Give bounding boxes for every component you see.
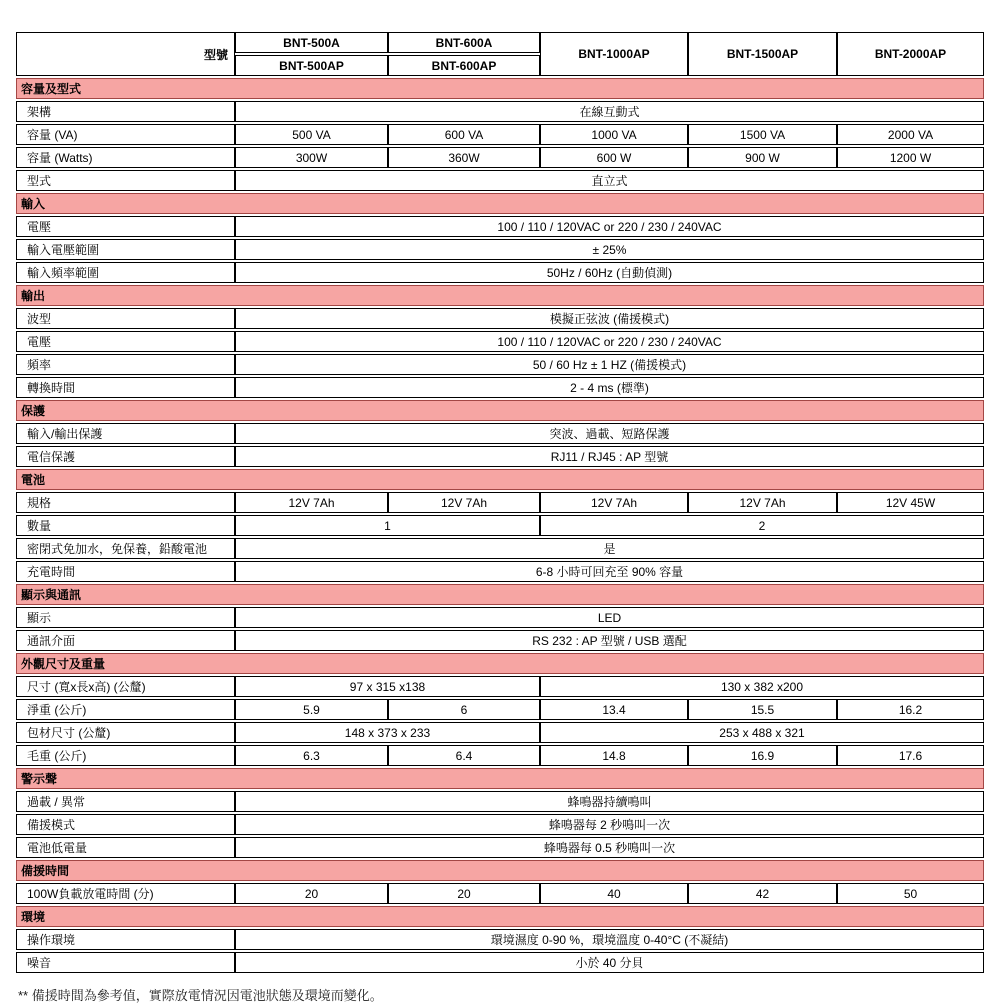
value-cell: 12V 7Ah bbox=[235, 492, 388, 513]
model-header-row bbox=[16, 32, 984, 53]
row-label: 轉換時間 bbox=[16, 377, 235, 398]
value-cell: 蜂鳴器持續鳴叫 bbox=[235, 791, 984, 812]
value-cell: 1000 VA bbox=[540, 124, 688, 145]
value-cell: 900 W bbox=[688, 147, 837, 168]
value-cell: 97 x 315 x138 bbox=[235, 676, 540, 697]
table-row bbox=[16, 124, 984, 145]
spec-table-body bbox=[16, 32, 984, 973]
section-title: 外觀尺寸及重量 bbox=[16, 653, 984, 674]
table-row bbox=[16, 170, 984, 191]
row-label: 電壓 bbox=[16, 216, 235, 237]
value-cell: 50 bbox=[837, 883, 984, 904]
model-header-label: 型號 bbox=[16, 32, 235, 76]
value-cell: 100 / 110 / 120VAC or 220 / 230 / 240VAC bbox=[235, 331, 984, 352]
model-bnt-600a: BNT-600A bbox=[388, 32, 540, 53]
row-label: 顯示 bbox=[16, 607, 235, 628]
row-label: 波型 bbox=[16, 308, 235, 329]
value-cell: 14.8 bbox=[540, 745, 688, 766]
row-label: 通訊介面 bbox=[16, 630, 235, 651]
table-row bbox=[16, 308, 984, 329]
section-row-2 bbox=[16, 285, 984, 306]
value-cell: 16.9 bbox=[688, 745, 837, 766]
section-row-1 bbox=[16, 193, 984, 214]
row-label: 過載 / 異常 bbox=[16, 791, 235, 812]
row-label: 操作環境 bbox=[16, 929, 235, 950]
table-row bbox=[16, 262, 984, 283]
value-cell: 12V 45W bbox=[837, 492, 984, 513]
table-row bbox=[16, 676, 984, 697]
table-row bbox=[16, 446, 984, 467]
table-row bbox=[16, 814, 984, 835]
row-label: 電壓 bbox=[16, 331, 235, 352]
row-label: 輸入頻率範圍 bbox=[16, 262, 235, 283]
table-row bbox=[16, 377, 984, 398]
section-title: 輸出 bbox=[16, 285, 984, 306]
value-cell: 6 bbox=[388, 699, 540, 720]
section-title: 容量及型式 bbox=[16, 78, 984, 99]
table-row bbox=[16, 607, 984, 628]
spec-table bbox=[16, 30, 984, 975]
table-row bbox=[16, 354, 984, 375]
table-row bbox=[16, 745, 984, 766]
value-cell: RS 232 : AP 型號 / USB 選配 bbox=[235, 630, 984, 651]
row-label: 規格 bbox=[16, 492, 235, 513]
table-row bbox=[16, 837, 984, 858]
row-label: 電池低電量 bbox=[16, 837, 235, 858]
table-row bbox=[16, 952, 984, 973]
value-cell: 253 x 488 x 321 bbox=[540, 722, 984, 743]
value-cell: 130 x 382 x200 bbox=[540, 676, 984, 697]
table-row bbox=[16, 331, 984, 352]
value-cell: 17.6 bbox=[837, 745, 984, 766]
value-cell: 1 bbox=[235, 515, 540, 536]
table-row bbox=[16, 216, 984, 237]
table-row bbox=[16, 515, 984, 536]
value-cell: 直立式 bbox=[235, 170, 984, 191]
model-bnt-1000ap: BNT-1000AP bbox=[540, 32, 688, 76]
table-row bbox=[16, 699, 984, 720]
table-row bbox=[16, 883, 984, 904]
row-label: 密閉式免加水，免保養，鉛酸電池 bbox=[16, 538, 235, 559]
value-cell: 500 VA bbox=[235, 124, 388, 145]
row-label: 包材尺寸 (公釐) bbox=[16, 722, 235, 743]
value-cell: 600 VA bbox=[388, 124, 540, 145]
section-title: 顯示與通訊 bbox=[16, 584, 984, 605]
value-cell: 50Hz / 60Hz (自動偵測) bbox=[235, 262, 984, 283]
section-title: 環境 bbox=[16, 906, 984, 927]
section-row-6 bbox=[16, 653, 984, 674]
model-bnt-500ap: BNT-500AP bbox=[235, 55, 388, 76]
value-cell: 突波、過載、短路保護 bbox=[235, 423, 984, 444]
value-cell: 6-8 小時可回充至 90% 容量 bbox=[235, 561, 984, 582]
section-row-8 bbox=[16, 860, 984, 881]
value-cell: 5.9 bbox=[235, 699, 388, 720]
value-cell: ± 25% bbox=[235, 239, 984, 260]
value-cell: 2000 VA bbox=[837, 124, 984, 145]
section-row-3 bbox=[16, 400, 984, 421]
row-label: 輸入電壓範圍 bbox=[16, 239, 235, 260]
value-cell: 1200 W bbox=[837, 147, 984, 168]
section-title: 警示聲 bbox=[16, 768, 984, 789]
row-label: 電信保護 bbox=[16, 446, 235, 467]
value-cell: 300W bbox=[235, 147, 388, 168]
table-row bbox=[16, 561, 984, 582]
value-cell: 蜂鳴器每 0.5 秒鳴叫一次 bbox=[235, 837, 984, 858]
section-title: 保護 bbox=[16, 400, 984, 421]
value-cell: 6.3 bbox=[235, 745, 388, 766]
section-title: 電池 bbox=[16, 469, 984, 490]
model-bnt-500a: BNT-500A bbox=[235, 32, 388, 53]
table-row bbox=[16, 630, 984, 651]
row-label: 噪音 bbox=[16, 952, 235, 973]
value-cell: 16.2 bbox=[837, 699, 984, 720]
table-row bbox=[16, 722, 984, 743]
value-cell: 148 x 373 x 233 bbox=[235, 722, 540, 743]
section-title: 備援時間 bbox=[16, 860, 984, 881]
value-cell: RJ11 / RJ45 : AP 型號 bbox=[235, 446, 984, 467]
value-cell: 是 bbox=[235, 538, 984, 559]
row-label: 備援模式 bbox=[16, 814, 235, 835]
row-label: 毛重 (公斤) bbox=[16, 745, 235, 766]
value-cell: 360W bbox=[388, 147, 540, 168]
table-row bbox=[16, 492, 984, 513]
value-cell: 蜂鳴器每 2 秒鳴叫一次 bbox=[235, 814, 984, 835]
table-row bbox=[16, 101, 984, 122]
section-title: 輸入 bbox=[16, 193, 984, 214]
section-row-4 bbox=[16, 469, 984, 490]
footnote: ** 備援時間為參考值，實際放電情況因電池狀態及環境而變化。 bbox=[18, 988, 383, 1003]
table-row bbox=[16, 423, 984, 444]
value-cell: 小於 40 分貝 bbox=[235, 952, 984, 973]
value-cell: LED bbox=[235, 607, 984, 628]
value-cell: 42 bbox=[688, 883, 837, 904]
value-cell: 13.4 bbox=[540, 699, 688, 720]
section-row-7 bbox=[16, 768, 984, 789]
value-cell: 20 bbox=[235, 883, 388, 904]
row-label: 容量 (Watts) bbox=[16, 147, 235, 168]
value-cell: 12V 7Ah bbox=[540, 492, 688, 513]
value-cell: 600 W bbox=[540, 147, 688, 168]
value-cell: 6.4 bbox=[388, 745, 540, 766]
row-label: 數量 bbox=[16, 515, 235, 536]
model-bnt-600ap: BNT-600AP bbox=[388, 55, 540, 76]
row-label: 輸入/輸出保護 bbox=[16, 423, 235, 444]
value-cell: 在線互動式 bbox=[235, 101, 984, 122]
value-cell: 1500 VA bbox=[688, 124, 837, 145]
section-row-0 bbox=[16, 78, 984, 99]
row-label: 型式 bbox=[16, 170, 235, 191]
value-cell: 12V 7Ah bbox=[688, 492, 837, 513]
value-cell: 環境濕度 0-90 %，環境溫度 0-40°C (不凝結) bbox=[235, 929, 984, 950]
value-cell: 40 bbox=[540, 883, 688, 904]
value-cell: 20 bbox=[388, 883, 540, 904]
row-label: 架構 bbox=[16, 101, 235, 122]
row-label: 充電時間 bbox=[16, 561, 235, 582]
row-label: 容量 (VA) bbox=[16, 124, 235, 145]
row-label: 尺寸 (寬x長x高) (公釐) bbox=[16, 676, 235, 697]
row-label: 淨重 (公斤) bbox=[16, 699, 235, 720]
section-row-5 bbox=[16, 584, 984, 605]
value-cell: 2 - 4 ms (標準) bbox=[235, 377, 984, 398]
value-cell: 12V 7Ah bbox=[388, 492, 540, 513]
table-row bbox=[16, 538, 984, 559]
table-row bbox=[16, 147, 984, 168]
table-row bbox=[16, 791, 984, 812]
value-cell: 15.5 bbox=[688, 699, 837, 720]
row-label: 頻率 bbox=[16, 354, 235, 375]
model-bnt-2000ap: BNT-2000AP bbox=[837, 32, 984, 76]
row-label: 100W負載放電時間 (分) bbox=[16, 883, 235, 904]
section-row-9 bbox=[16, 906, 984, 927]
value-cell: 50 / 60 Hz ± 1 HZ (備援模式) bbox=[235, 354, 984, 375]
value-cell: 2 bbox=[540, 515, 984, 536]
value-cell: 模擬正弦波 (備援模式) bbox=[235, 308, 984, 329]
value-cell: 100 / 110 / 120VAC or 220 / 230 / 240VAC bbox=[235, 216, 984, 237]
table-row bbox=[16, 929, 984, 950]
model-bnt-1500ap: BNT-1500AP bbox=[688, 32, 837, 76]
table-row bbox=[16, 239, 984, 260]
